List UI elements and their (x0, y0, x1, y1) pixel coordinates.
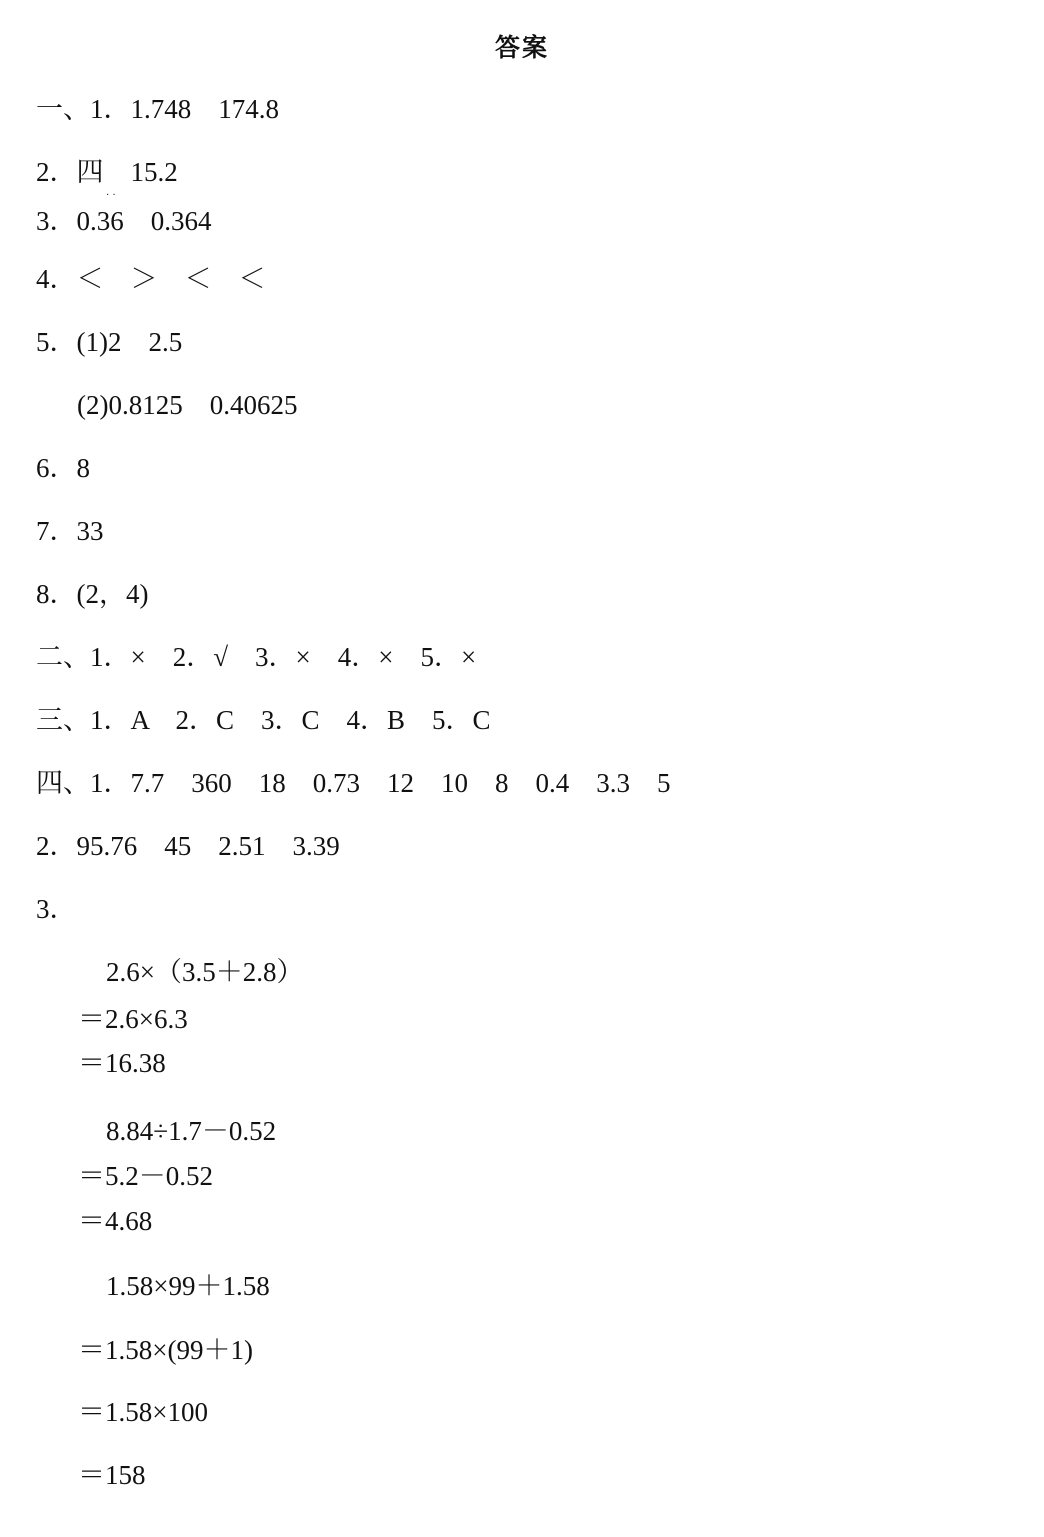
answer-line-4-2: 2．95.76 45 2.51 3.39 (36, 831, 340, 861)
answer-line-1-1: 一、1．1.748 174.8 (36, 94, 279, 124)
answer-line-1-5-2: (2)0.8125 0.40625 (77, 390, 298, 420)
calc3-line-4: ＝158 (78, 1460, 146, 1490)
emphasis-dots: ·· (106, 190, 119, 201)
answer-line-1-4: 4．＜ ＞ ＜ ＜ (36, 264, 266, 294)
answer-line-1-8: 8．(2，4) (36, 579, 149, 609)
answer-line-1-2: 2．四 15.2 (36, 157, 178, 187)
answer-line-1-7: 7．33 (36, 516, 104, 546)
page-title: 答案 (494, 33, 549, 62)
answer-line-3: 三、1．A 2．C 3．C 4．B 5．C (36, 705, 491, 735)
calc1-line-3: ＝16.38 (78, 1048, 166, 1078)
calc2-line-1: 8.84÷1.7－0.52 (106, 1116, 277, 1146)
calc3-line-3: ＝1.58×100 (78, 1397, 208, 1427)
answer-line-1-6: 6．8 (36, 453, 90, 483)
answer-line-1-3: 3．0.36 0.364 (36, 206, 212, 236)
calc1-line-2: ＝2.6×6.3 (78, 1004, 188, 1034)
answer-line-1-5: 5．(1)2 2.5 (36, 327, 183, 357)
calc3-line-1: 1.58×99＋1.58 (106, 1271, 270, 1301)
answer-line-2: 二、1．× 2．√ 3．× 4．× 5．× (36, 642, 477, 672)
calc2-line-2: ＝5.2－0.52 (78, 1161, 213, 1191)
calc1-line-1: 2.6×（3.5＋2.8） (106, 957, 304, 987)
answer-line-4-1: 四、1．7.7 360 18 0.73 12 10 8 0.4 3.3 5 (36, 768, 671, 798)
calc3-line-2: ＝1.58×(99＋1) (78, 1335, 253, 1365)
calc2-line-3: ＝4.68 (78, 1206, 153, 1236)
answer-line-4-3: 3． (36, 894, 77, 924)
